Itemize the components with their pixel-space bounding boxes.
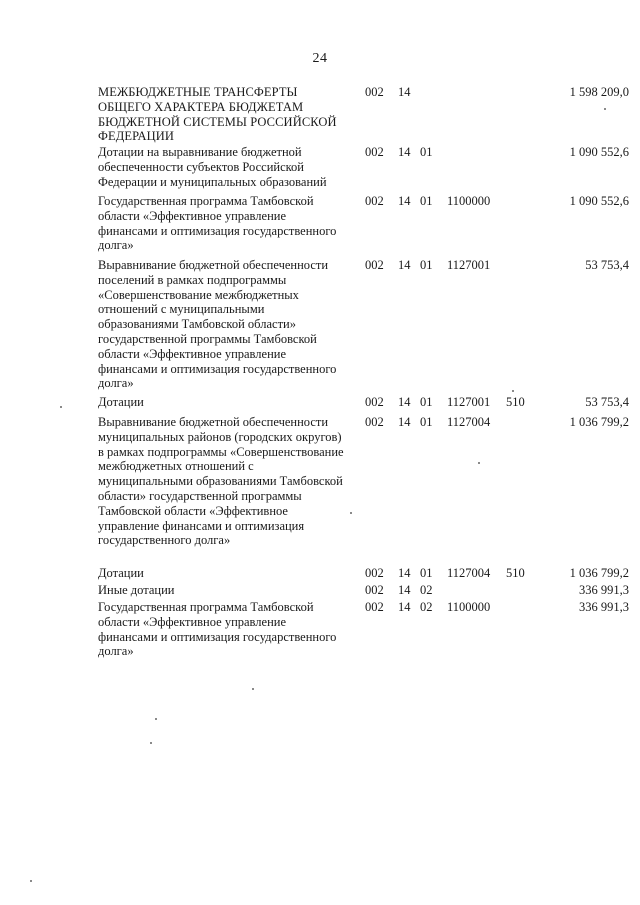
row-subsection-code: 02 <box>420 600 433 614</box>
row-subsection-code: 01 <box>420 145 433 159</box>
row-admin-code: 002 <box>365 194 384 208</box>
table-row <box>98 395 638 415</box>
row-section-code: 14 <box>398 600 411 614</box>
row-amount: 53 753,4 <box>585 258 629 272</box>
row-section-code: 14 <box>398 85 411 99</box>
row-name: Государственная программа Тамбовской области «Эффективное управление финансами и оптимизация государственного долга» <box>98 194 337 253</box>
row-name: МЕЖБЮДЖЕТНЫЕ ТРАНСФЕРТЫ ОБЩЕГО ХАРАКТЕРА БЮДЖЕТАМ БЮДЖЕТНОЙ СИСТЕМЫ РОССИЙСКОЙ ФЕДЕРАЦИИ <box>98 85 337 144</box>
row-subsection-code: 01 <box>420 194 433 208</box>
row-section-code: 14 <box>398 395 411 409</box>
table-row <box>98 85 638 145</box>
row-subsection-code: 01 <box>420 415 433 429</box>
row-subsection-code: 01 <box>420 395 433 409</box>
row-admin-code: 002 <box>365 600 384 614</box>
table-row <box>98 415 638 566</box>
row-target-code: 1127004 <box>447 415 491 429</box>
row-admin-code: 002 <box>365 583 384 597</box>
row-name: Дотации <box>98 395 144 409</box>
row-admin-code: 002 <box>365 395 384 409</box>
row-target-code: 1127001 <box>447 395 491 409</box>
row-section-code: 14 <box>398 583 411 597</box>
row-name: Государственная программа Тамбовской области «Эффективное управление финансами и оптимизация государственного долга» <box>98 600 337 659</box>
row-name: Иные дотации <box>98 583 175 597</box>
budget-table <box>98 85 638 664</box>
scan-speck <box>150 742 152 744</box>
scan-speck <box>30 880 32 882</box>
table-row <box>98 145 638 194</box>
row-admin-code: 002 <box>365 258 384 272</box>
scan-speck <box>478 462 480 464</box>
row-section-code: 14 <box>398 258 411 272</box>
row-target-code: 1127001 <box>447 258 491 272</box>
row-section-code: 14 <box>398 145 411 159</box>
table-row <box>98 566 638 583</box>
row-name: Дотации <box>98 566 144 580</box>
table-row <box>98 600 638 664</box>
row-amount: 53 753,4 <box>585 395 629 409</box>
row-subsection-code: 01 <box>420 566 433 580</box>
scan-speck <box>350 512 352 514</box>
scan-speck <box>155 718 157 720</box>
row-expense-type-code: 510 <box>506 395 525 409</box>
row-subsection-code: 01 <box>420 258 433 272</box>
row-amount: 1 036 799,2 <box>569 566 629 580</box>
table-row <box>98 194 638 258</box>
row-target-code: 1100000 <box>447 194 491 208</box>
row-section-code: 14 <box>398 566 411 580</box>
row-amount: 1 090 552,6 <box>569 145 629 159</box>
row-section-code: 14 <box>398 415 411 429</box>
table-row <box>98 258 638 395</box>
row-name: Выравнивание бюджетной обеспеченности поселений в рамках подпрограммы «Совершенствование межбюджетных отношений с муниципальными образованиями Тамбовской области» государственной программы Тамбовской области «Эффективное управление финансами и оптимизация государственного долга» <box>98 258 337 391</box>
row-admin-code: 002 <box>365 85 384 99</box>
row-admin-code: 002 <box>365 145 384 159</box>
table-row <box>98 583 638 600</box>
scan-speck <box>60 406 62 408</box>
scan-speck <box>604 108 606 110</box>
row-admin-code: 002 <box>365 415 384 429</box>
row-name: Дотации на выравнивание бюджетной обеспеченности субъектов Российской Федерации и муниципальных образований <box>98 145 327 189</box>
row-target-code: 1127004 <box>447 566 491 580</box>
scan-speck <box>252 688 254 690</box>
page-number: 24 <box>312 51 328 66</box>
row-name: Выравнивание бюджетной обеспеченности муниципальных районов (городских округов) в рамках подпрограммы «Совершенствование межбюджетных отношений с муниципальными образованиями Тамбовской области» государственной программы Тамбовской области «Эффективное управление финансами и оптимизация государственного долга» <box>98 415 344 548</box>
row-amount: 1 036 799,2 <box>569 415 629 429</box>
row-section-code: 14 <box>398 194 411 208</box>
scan-speck <box>512 390 514 392</box>
row-target-code: 1100000 <box>447 600 491 614</box>
row-amount: 1 598 209,0 <box>569 85 629 99</box>
row-admin-code: 002 <box>365 566 384 580</box>
row-amount: 1 090 552,6 <box>569 194 629 208</box>
row-amount: 336 991,3 <box>579 600 629 614</box>
row-amount: 336 991,3 <box>579 583 629 597</box>
row-subsection-code: 02 <box>420 583 433 597</box>
row-expense-type-code: 510 <box>506 566 525 580</box>
